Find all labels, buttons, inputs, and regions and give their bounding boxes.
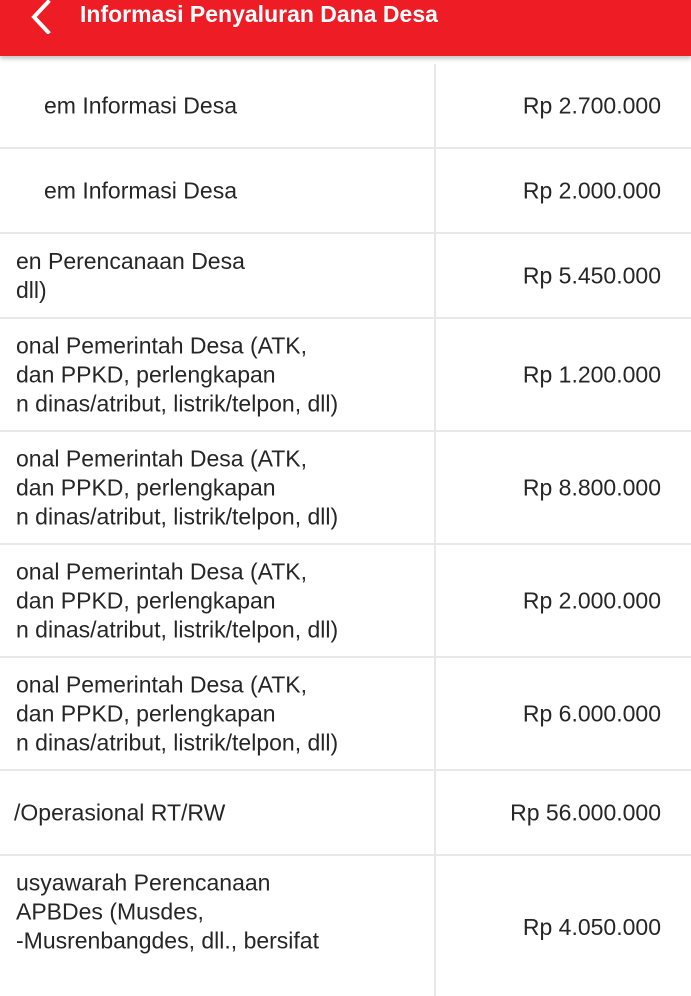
description-line: n dinas/atribut, listrik/telpon, dll) [16, 616, 339, 642]
row-amount: Rp 1.200.000 [522, 361, 661, 387]
description-line: en Perencanaan Desa [16, 247, 245, 274]
row-description [0, 432, 436, 543]
row-amount: Rp 8.800.000 [522, 474, 661, 500]
row-amount: Rp 2.700.000 [522, 92, 661, 118]
disbursement-table [0, 64, 691, 996]
row-description [0, 234, 436, 317]
row-description [0, 64, 436, 147]
description-line: usyawarah Perencanaan [16, 869, 271, 896]
row-amount: Rp 56.000.000 [510, 799, 661, 825]
description-line: dan PPKD, perlengkapan [16, 700, 276, 726]
description-line: APBDes (Musdes, [16, 898, 204, 925]
chevron-left-icon [14, 0, 66, 34]
description-line: onal Pemerintah Desa (ATK, [16, 445, 308, 471]
table-row[interactable] [0, 64, 691, 149]
row-description [0, 319, 436, 430]
row-amount: Rp 2.000.000 [522, 177, 661, 203]
back-button[interactable] [14, 0, 66, 34]
table-row[interactable] [0, 658, 691, 771]
description-line: dan PPKD, perlengkapan [16, 474, 276, 500]
description-line: dan PPKD, perlengkapan [16, 587, 276, 613]
row-amount: Rp 6.000.000 [522, 700, 661, 726]
table-row[interactable] [0, 319, 691, 432]
description-line: onal Pemerintah Desa (ATK, [16, 671, 308, 697]
description-line: -Musrenbangdes, dll., bersifat [16, 927, 319, 954]
row-amount: Rp 2.000.000 [522, 587, 661, 613]
table-row[interactable] [0, 149, 691, 234]
row-description [0, 856, 436, 996]
table-row[interactable] [0, 771, 691, 856]
row-description [0, 545, 436, 656]
row-amount: Rp 5.450.000 [522, 262, 661, 288]
page-title: Informasi Penyaluran Dana Desa [80, 1, 438, 27]
description-line: n dinas/atribut, listrik/telpon, dll) [16, 503, 339, 529]
description-line: dan PPKD, perlengkapan [16, 361, 276, 387]
row-description [0, 658, 436, 769]
row-amount: Rp 4.050.000 [522, 913, 661, 940]
description-line: em Informasi Desa [43, 177, 237, 203]
row-description [0, 771, 436, 854]
description-line: n dinas/atribut, listrik/telpon, dll) [16, 729, 339, 755]
description-line: onal Pemerintah Desa (ATK, [16, 332, 308, 358]
app-bar [0, 0, 691, 56]
description-line: n dinas/atribut, listrik/telpon, dll) [16, 390, 339, 416]
table-row[interactable] [0, 856, 691, 996]
description-line: onal Pemerintah Desa (ATK, [16, 558, 308, 584]
description-line: dll) [16, 276, 47, 303]
table-row[interactable] [0, 545, 691, 658]
table-row[interactable] [0, 234, 691, 319]
row-description [0, 149, 436, 232]
description-line: /Operasional RT/RW [14, 799, 226, 825]
description-line: em Informasi Desa [43, 92, 237, 118]
table-row[interactable] [0, 432, 691, 545]
